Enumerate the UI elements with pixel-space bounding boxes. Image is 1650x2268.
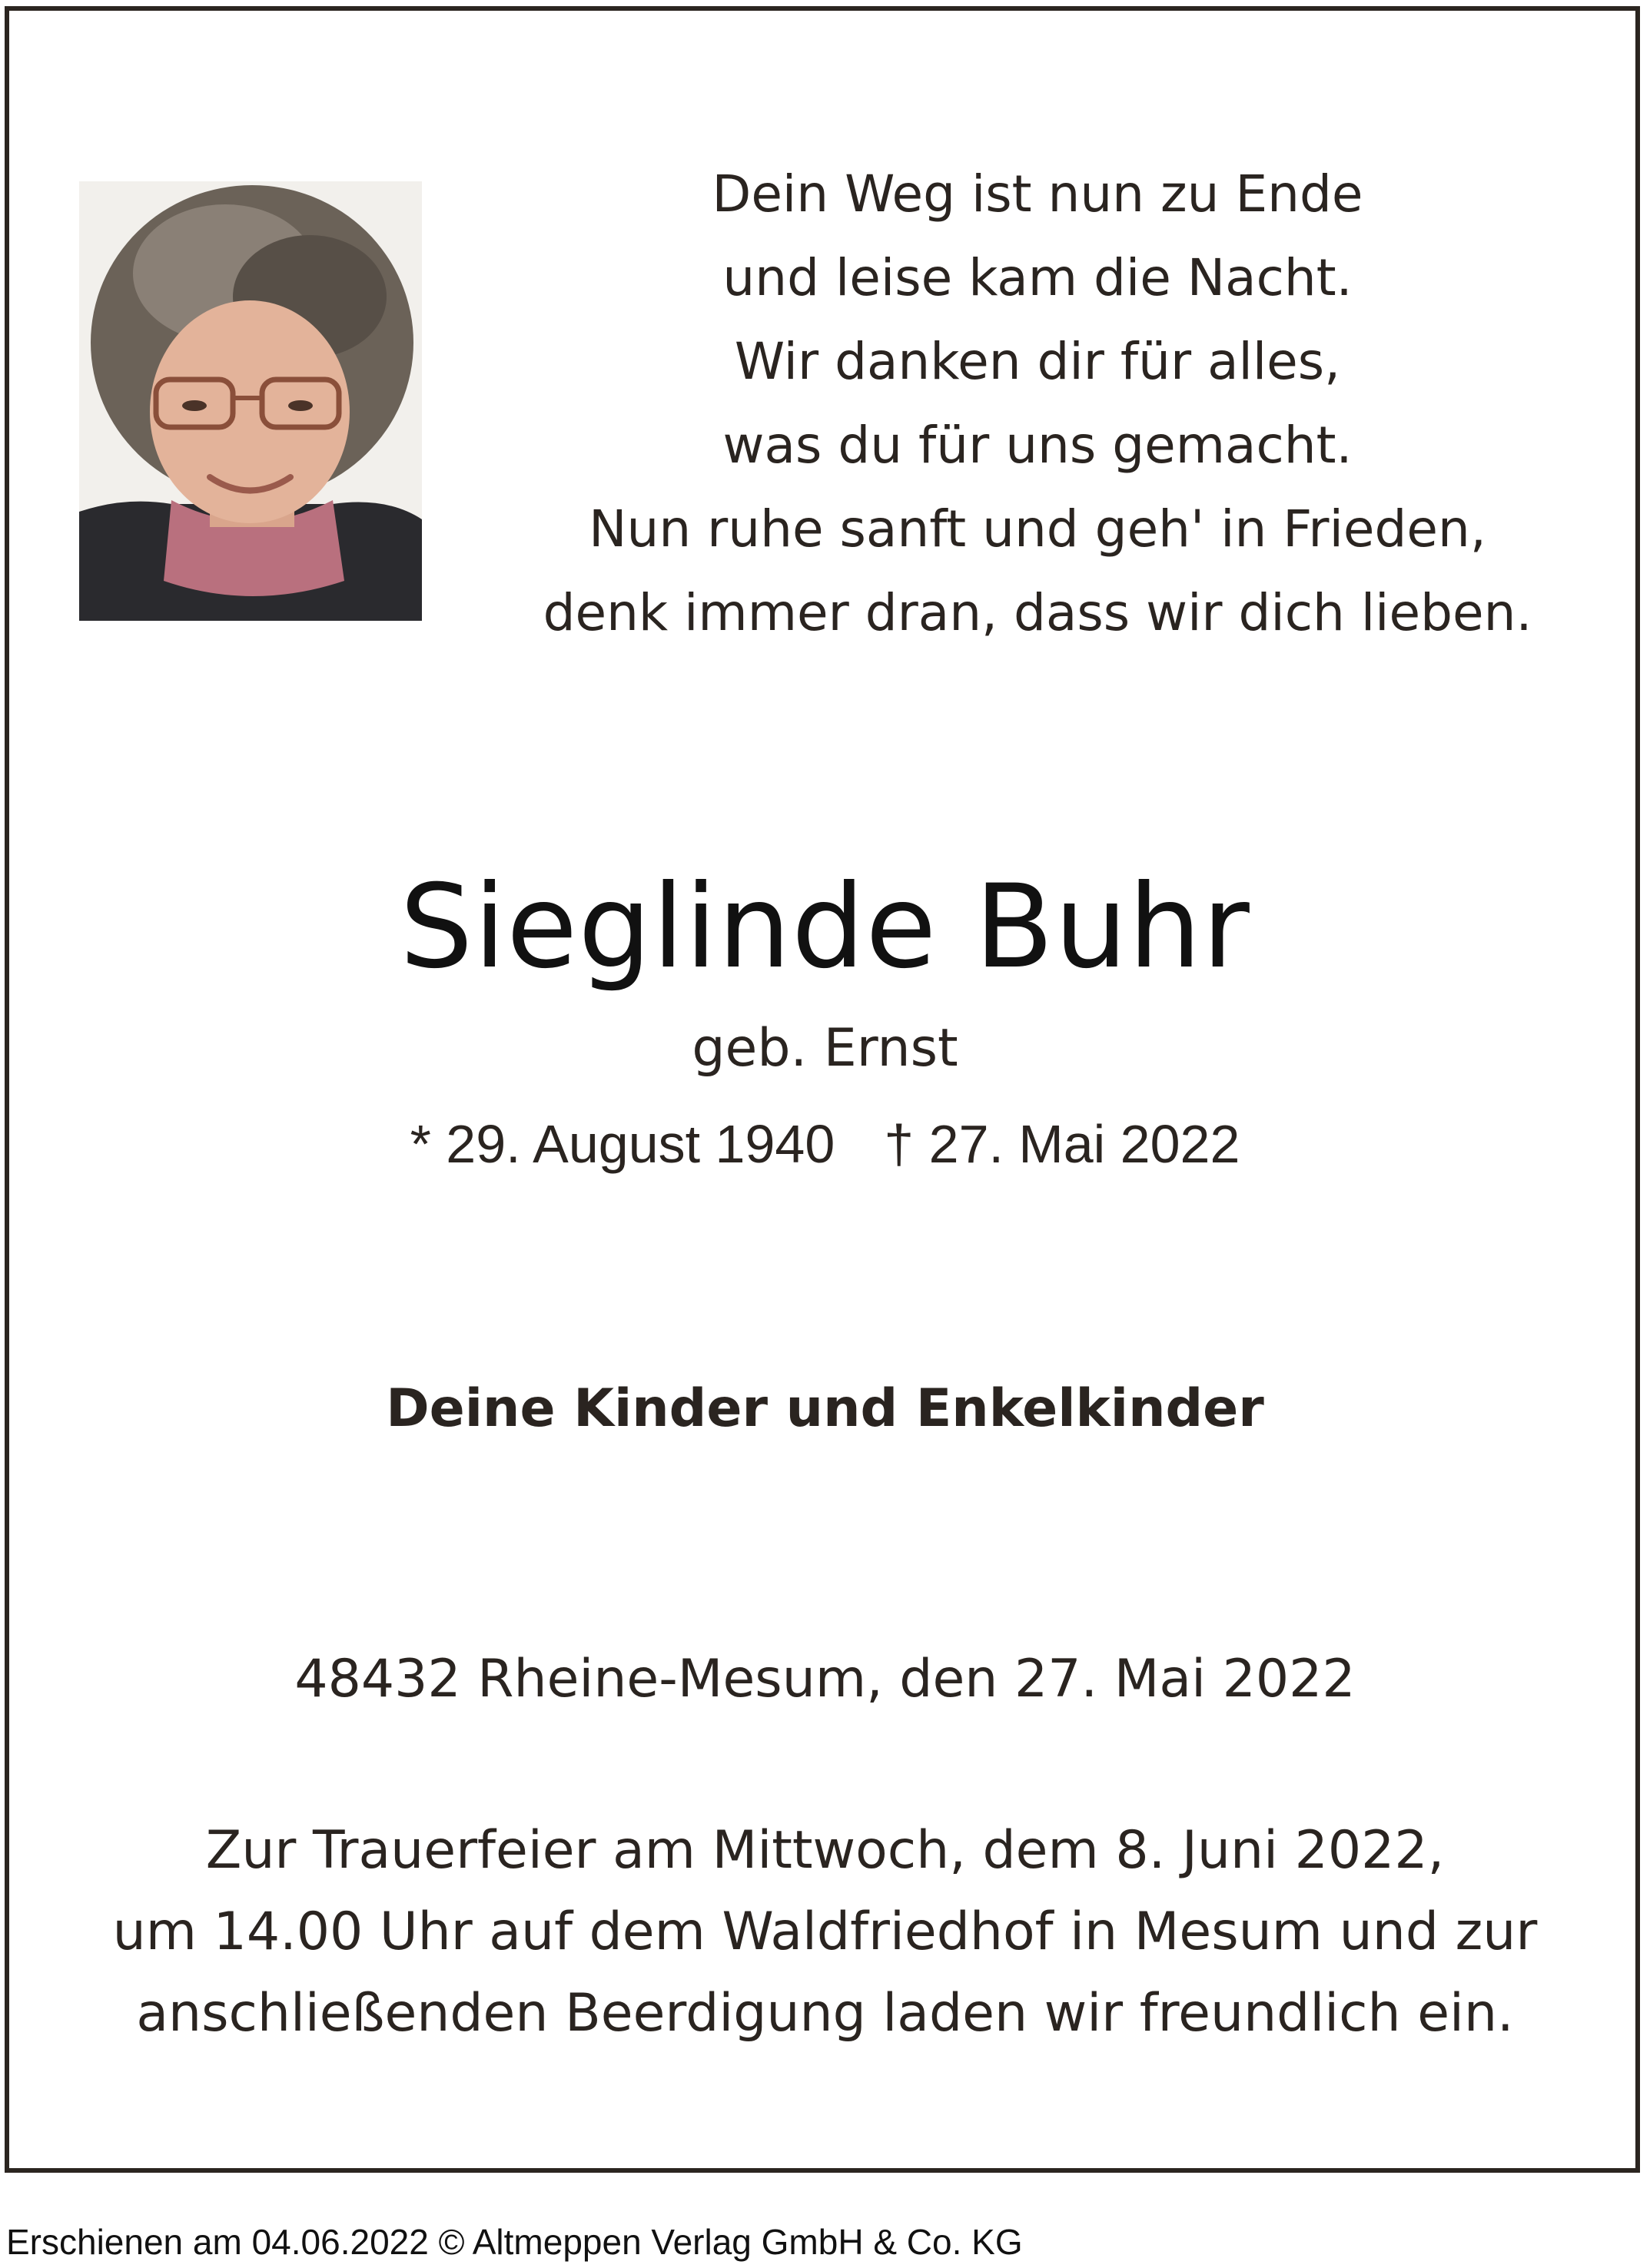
life-dates — [0, 1112, 1650, 1176]
mourners: Deine Kinder und Enkelkinder — [386, 1378, 1264, 1439]
poem-line: was du für uns gemacht. — [722, 416, 1353, 475]
poem-line: Nun ruhe sanft und geh' in Frieden, — [589, 499, 1486, 559]
death-date: † 27. Mai 2022 — [884, 1114, 1240, 1174]
deceased-name: Sieglinde Buhr — [400, 860, 1250, 994]
portrait-photo — [79, 181, 422, 621]
poem-line: denk immer dran, dass wir dich lieben. — [543, 583, 1532, 642]
publication-footer: Erschienen am 04.06.2022 © Altmeppen Verlag GmbH & Co. KG — [6, 2222, 1023, 2262]
birth-date: * 29. August 1940 — [410, 1114, 835, 1174]
poem — [492, 152, 1583, 655]
maiden-name: geb. Ernst — [692, 1018, 958, 1079]
service-line: anschließenden Beerdigung laden wir freundlich ein. — [136, 1983, 1514, 2044]
service-line: um 14.00 Uhr auf dem Waldfriedhof in Mesum und zur — [112, 1902, 1538, 1962]
poem-line: und leise kam die Nacht. — [722, 248, 1353, 307]
place-and-date: 48432 Rheine-Mesum, den 27. Mai 2022 — [294, 1649, 1356, 1709]
service-line: Zur Trauerfeier am Mittwoch, dem 8. Juni 2022, — [205, 1820, 1445, 1881]
poem-line: Wir danken dir für alles, — [734, 332, 1341, 391]
funeral-service-info — [0, 1810, 1650, 2054]
poem-line: Dein Weg ist nun zu Ende — [712, 164, 1363, 224]
